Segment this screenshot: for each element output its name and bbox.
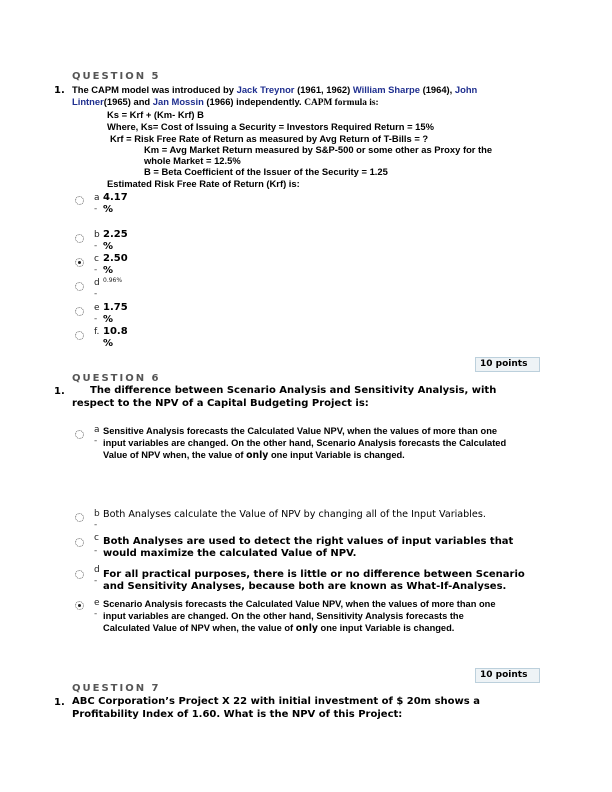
capm-km-line1: Km = Avg Market Return measured by S&P-500 or some other as Proxy for the <box>144 144 493 155</box>
option-value: 2.25 % <box>103 229 128 252</box>
option-letter: d <box>94 278 100 288</box>
option-text: Both Analyses calculate the Value of NPV by changing all of the Input Variables. <box>103 509 486 520</box>
radio-button[interactable] <box>75 513 84 522</box>
radio-button[interactable] <box>75 196 84 205</box>
option-value: 1.75 % <box>103 302 128 325</box>
option-letter: f. <box>94 327 100 337</box>
option-letter: b <box>94 509 100 519</box>
option-dot: - <box>94 289 98 299</box>
capm-krf: Krf = Risk Free Rate of Return as measured by Avg Return of T-Bills = ? <box>110 133 429 144</box>
option-text: Sensitive Analysis forecasts the Calculated Value NPV, when the values of more than one input variables are changed. On the other hand, Scenario Analysis forecasts the Calculated Value of NPV when, the value of only one input Variable is changed. <box>103 426 507 461</box>
option-letter: b <box>94 230 100 240</box>
link-john-lintner-a[interactable]: John <box>454 84 478 95</box>
option-value: 2.50 % <box>103 253 128 276</box>
capm-beta: B = Beta Coefficient of the Issuer of the Security = 1.25 <box>144 166 388 177</box>
option-value: 4.17 % <box>103 192 128 215</box>
option-text: For all practical purposes, there is little or no difference between Scenario and Sensitivity Analyses, because both are known as What-If-Analyses. <box>103 569 525 592</box>
option-letter: c <box>94 254 99 264</box>
question-6-number: 1. <box>54 386 65 397</box>
capm-km-line2: whole Market = 12.5% <box>144 155 241 166</box>
option-letter: e <box>94 598 100 608</box>
option-letter: d <box>94 565 100 575</box>
option-value: 10.8 % <box>103 326 128 349</box>
question-6-heading: QUESTION 6 <box>72 373 161 384</box>
radio-button[interactable] <box>75 282 84 291</box>
question-7-prompt-line1: ABC Corporation’s Project X 22 with initial investment of $ 20m shows a <box>72 696 480 707</box>
question-7-prompt-line2: Profitability Index of 1.60. What is the NPV of this Project: <box>72 709 403 720</box>
option-dot: - <box>94 609 98 619</box>
link-jan-mossin[interactable]: Jan Mossin <box>152 95 204 107</box>
option-letter: a <box>94 193 100 203</box>
question-5-intro: The CAPM model was introduced by Jack Treynor (1961, 1962) William Sharpe (1964), John Lintner(1965) and Jan Mossin (1966) independently. CAPM formula is: <box>72 84 478 108</box>
option-dot: - <box>94 241 98 251</box>
link-william-sharpe[interactable]: William Sharpe <box>352 84 420 95</box>
radio-button[interactable] <box>75 430 84 439</box>
question-5-number: 1. <box>54 85 65 96</box>
capm-where: Where, Ks= Cost of Issuing a Security = Investors Required Return = 15% <box>107 121 434 132</box>
points-badge: 10 points <box>475 357 540 372</box>
capm-estimated: Estimated Risk Free Rate of Return (Krf) is: <box>107 178 300 189</box>
capm-formula: Ks = Krf + (Km- Krf) B <box>107 109 204 120</box>
option-text: Both Analyses are used to detect the right values of input variables that would maximize the calculated Value of NPV. <box>103 536 514 559</box>
question-6-prompt-line1: The difference between Scenario Analysis and Sensitivity Analysis, with <box>90 385 497 396</box>
option-letter: e <box>94 303 100 313</box>
option-dot: - <box>94 204 98 214</box>
question-6-prompt-line2: respect to the NPV of a Capital Budgeting Project is: <box>72 398 369 409</box>
option-dot: - <box>94 436 98 446</box>
link-jack-treynor[interactable]: Jack Treynor <box>236 84 295 95</box>
question-7-number: 1. <box>54 697 65 708</box>
radio-button[interactable] <box>75 234 84 243</box>
question-5-heading: QUESTION 5 <box>72 71 161 82</box>
option-dot: - <box>94 314 98 324</box>
radio-button[interactable] <box>75 538 84 547</box>
points-badge: 10 points <box>475 668 540 683</box>
radio-button[interactable] <box>75 307 84 316</box>
option-dot: - <box>94 520 98 530</box>
option-text: Scenario Analysis forecasts the Calculated Value NPV, when the values of more than one input variables are changed. On the other hand, Sensitivity Analysis forecasts the Calculated Value of NPV when, the value of only one input Variable is changed. <box>103 599 496 634</box>
option-value: 0.96% <box>103 277 123 284</box>
option-dot: - <box>94 546 98 556</box>
option-dot: - <box>94 576 98 586</box>
option-letter: c <box>94 533 99 543</box>
radio-button-selected[interactable] <box>75 258 84 267</box>
radio-button[interactable] <box>75 331 84 340</box>
option-letter: a <box>94 425 100 435</box>
radio-button-selected[interactable] <box>75 601 84 610</box>
radio-button[interactable] <box>75 570 84 579</box>
question-7-heading: QUESTION 7 <box>72 683 161 694</box>
link-john-lintner-b[interactable]: Lintner <box>72 95 104 107</box>
option-dot: - <box>94 265 98 275</box>
